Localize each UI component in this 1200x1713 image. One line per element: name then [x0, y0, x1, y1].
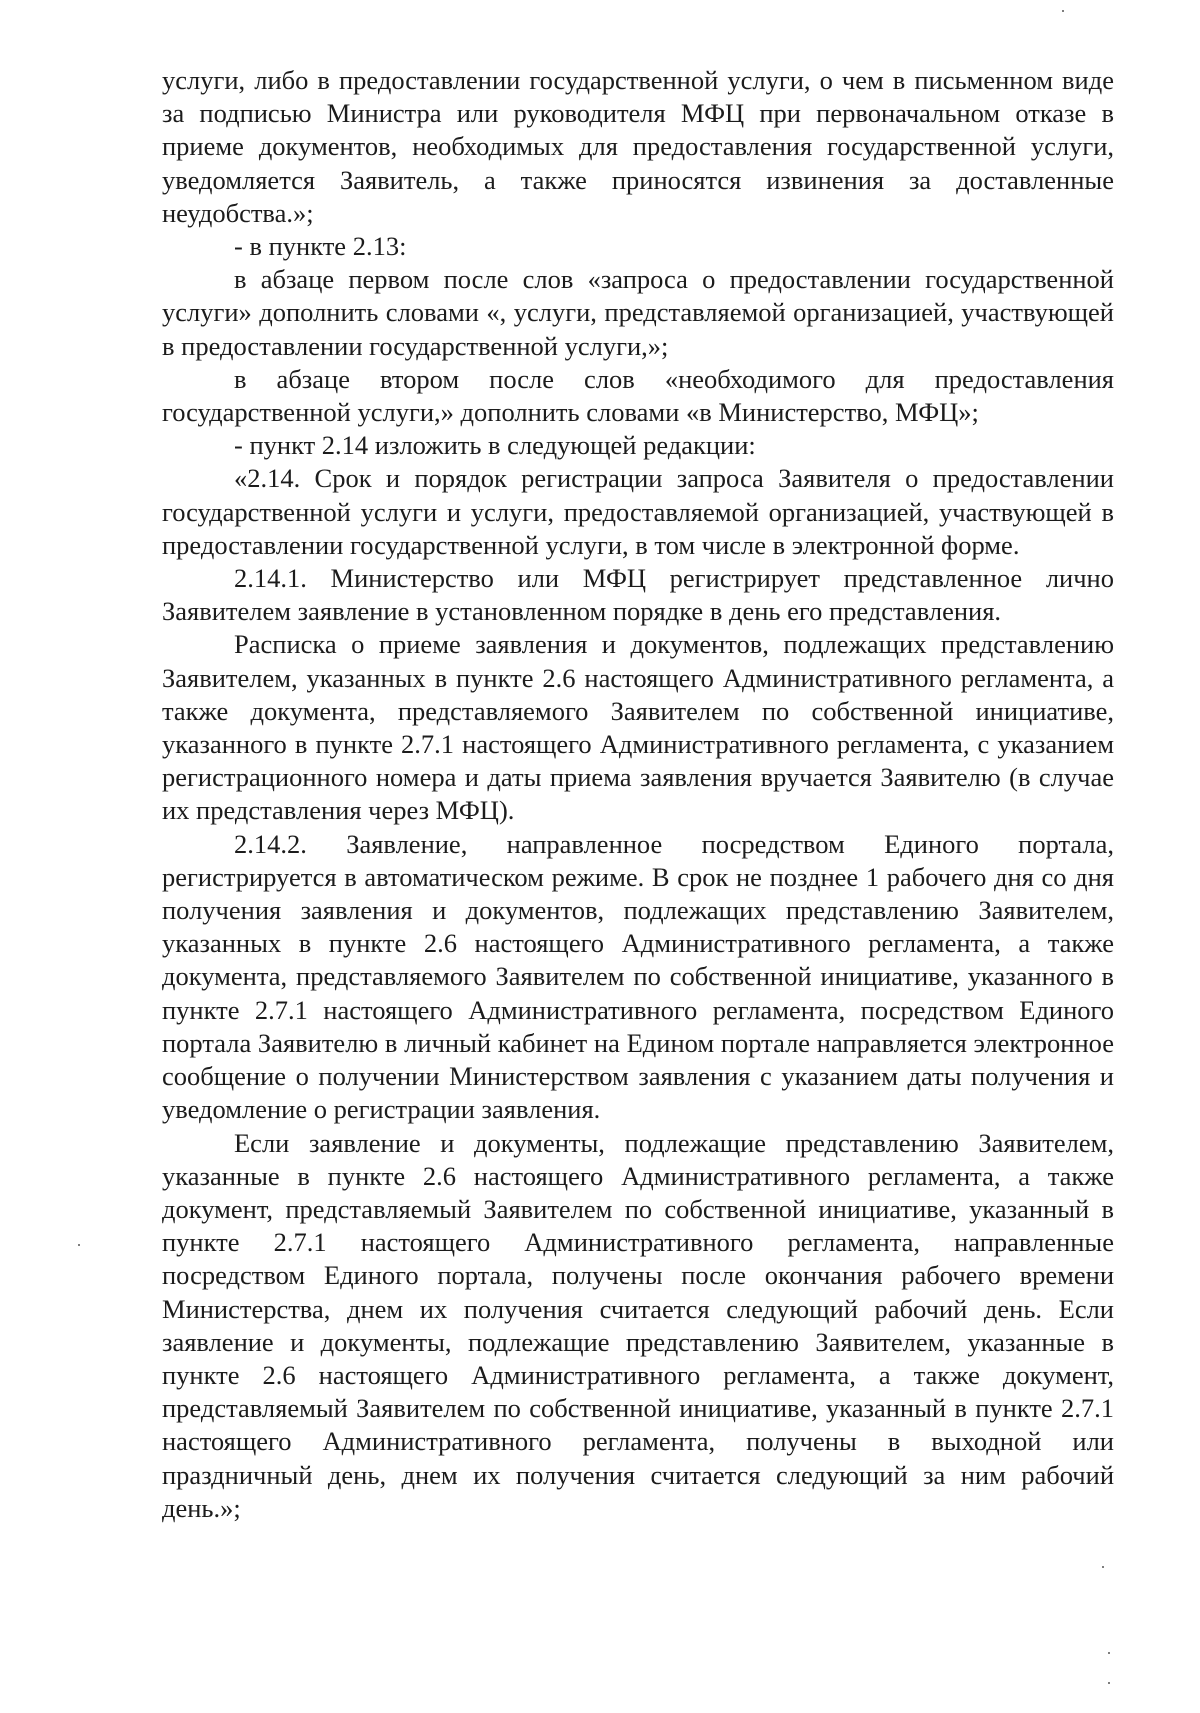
scan-speck — [1108, 1652, 1110, 1654]
document-body — [162, 64, 1114, 1525]
paragraph-2-14-2: 2.14.2. Заявление, направленное посредством Единого портала, регистрируется в автоматическом режиме. В срок не позднее 1 рабочего дня со дня получения заявления и документов, подлежащих представлению Заявителем, указанных в пункте 2.6 настоящего Административного регламента, а также документа, представляемого Заявителем по собственной инициативе, указанного в пункте 2.7.1 настоящего Административного регламента, посредством Единого портала Заявителю в личный кабинет на Едином портале направляется электронное сообщение о получении Министерством заявления с указанием даты получения и уведомление о регистрации заявления. — [162, 828, 1114, 1125]
scan-speck — [1102, 1566, 1104, 1568]
paragraph-2-14-1: 2.14.1. Министерство или МФЦ регистрирует представленное лично Заявителем заявление в установленном порядке в день его представления. — [162, 563, 1114, 627]
scan-speck — [78, 1244, 80, 1246]
scan-speck — [1108, 1682, 1110, 1684]
paragraph-receipt: Расписка о приеме заявления и документов, подлежащих представлению Заявителем, указанных в пункте 2.6 настоящего Административного регламента, а также документа, представляемого Заявителем по собственной инициативе, указанного в пункте 2.7.1 настоящего Административного регламента, с указанием регистрационного номера и даты приема заявления вручается Заявителю (в случае их представления через МФЦ). — [162, 629, 1114, 826]
paragraph-item-2-14: - пункт 2.14 изложить в следующей редакции: — [234, 430, 756, 461]
paragraph-continuation: услуги, либо в предоставлении государственной услуги, о чем в письменном виде за подписью Министра или руководителя МФЦ при первоначальном отказе в приеме документов, необходимых для предоставления государственной услуги, уведомляется Заявитель, а также приносятся извинения за доставленные неудобства.»; — [162, 65, 1114, 228]
paragraph-abzac-1: в абзаце первом после слов «запроса о предоставлении государственной услуги» дополнить словами «, услуги, представляемой организацией, участвующей в предоставлении государственной услуги,»; — [162, 264, 1114, 361]
paragraph-abzac-2: в абзаце втором после слов «необходимого для предоставления государственной услуги,» дополнить словами «в Министерство, МФЦ»; — [162, 363, 1114, 428]
paragraph-item-2-13: - в пункте 2.13: — [234, 231, 407, 262]
paragraph-after-hours: Если заявление и документы, подлежащие представлению Заявителем, указанные в пункте 2.6 настоящего Административного регламента, а также документ, представляемый Заявителем по собственной инициативе, указанный в пункте 2.7.1 настоящего Административного регламента, направленные посредством Единого портала, получены после окончания рабочего времени Министерства, днем их получения считается следующий рабочий день. Если заявление и документы, подлежащие представлению Заявителем, указанные в пункте 2.6 настоящего Административного регламента, а также документ, представляемый Заявителем по собственной инициативе, указанный в пункте 2.7.1 настоящего Административного регламента, получены в выходной или праздничный день, днем их получения считается следующий за ним рабочий день.»; — [162, 1127, 1114, 1523]
paragraph-2-14-title: «2.14. Срок и порядок регистрации запроса Заявителя о предоставлении государственной услуги и услуги, предоставляемой организацией, участвующей в предоставлении государственной услуги, в том числе в электронной форме. — [162, 463, 1114, 560]
scan-speck — [1062, 10, 1064, 12]
